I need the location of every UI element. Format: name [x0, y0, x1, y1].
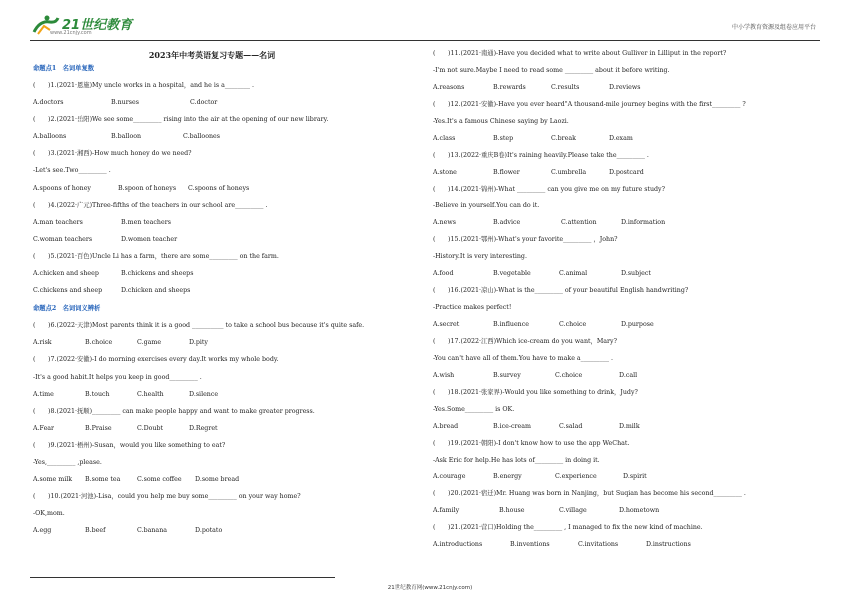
answer-option: C.some coffee	[137, 476, 182, 484]
answer-option: D.exam	[609, 134, 633, 142]
answer-option: B.survey	[493, 371, 521, 379]
left-column	[33, 50, 363, 544]
question-line: -Yes.Some_________ is OK.	[433, 405, 515, 413]
answer-option: B.Praise	[85, 424, 112, 432]
answer-option: A.wish	[433, 371, 455, 379]
question-line: -OK,mom.	[33, 510, 65, 518]
question-line: ( )9.(2021·梧州)-Susan，would you like something to eat?	[33, 441, 226, 449]
answer-option: D.instructions	[646, 541, 691, 549]
answer-option: C.game	[137, 339, 162, 347]
answer-option: D.information	[621, 219, 666, 227]
answer-options	[433, 270, 823, 287]
question-line: -You can't have all of them.You have to make a_________ .	[433, 354, 614, 362]
right-column	[433, 50, 823, 558]
answer-option: D.subject	[621, 270, 651, 278]
answer-option: D.silence	[189, 390, 219, 398]
answer-option: B.touch	[85, 390, 110, 398]
answer-options	[433, 219, 823, 236]
answer-option: D.potato	[195, 527, 223, 535]
answer-options	[33, 476, 363, 493]
question-line: ( )20.(2021·宿迁)Mr. Huang was born in Nanjing，but Suqian has become his second_________ .	[433, 490, 746, 498]
answer-option: B.step	[493, 134, 514, 142]
question-line: ( )16.(2021·凉山)-What is the_________ of your beautiful English handwriting?	[433, 287, 689, 295]
logo-text: 21世纪教育	[62, 17, 133, 33]
answer-option: C.salad	[559, 422, 583, 430]
answer-option: C.banana	[137, 527, 167, 535]
question-line: -Let's see.Two_________ .	[33, 167, 111, 175]
answer-option: B.advice	[493, 219, 521, 227]
question-line: ( )1.(2021·恩施)My uncle works in a hospital，and he is a________ .	[33, 82, 255, 89]
answer-option: D.call	[619, 371, 638, 379]
header-platform-text: 中小学教育资源及组卷应用平台	[731, 24, 816, 31]
question-line: ( )10.(2021·河池)-Lisa，could you help me buy some_________ on your way home?	[33, 493, 301, 501]
logo-url: www.21cnjy.com	[50, 30, 92, 36]
answer-option: C.village	[559, 507, 587, 515]
answer-option: C.balloones	[183, 133, 221, 141]
answer-option: D.some bread	[195, 476, 240, 484]
question-line: ( )8.(2021·抚顺)_________ can make people happy and want to make greater progress.	[33, 407, 315, 415]
answer-option: A.time	[33, 390, 54, 398]
answer-options	[433, 372, 823, 389]
answer-option: C.invitations	[578, 541, 619, 549]
answer-option: A.egg	[33, 527, 52, 535]
question-line: -Ask Eric for help.He has lots of_________ in doing it.	[433, 456, 600, 464]
question-line: ( )15.(2021·鄂州)-What's your favorite_________ ，John?	[433, 236, 618, 244]
answer-option: A.risk	[33, 339, 52, 347]
left-questions	[33, 64, 363, 544]
answer-option: C.attention	[561, 219, 597, 227]
answer-option: B.beef	[85, 527, 106, 535]
answer-option: D.spirit	[623, 473, 647, 481]
question-line: ( )6.(2022·天津)Most parents think it is a good __________ to take a school bus because it's quite safe.	[33, 322, 365, 330]
question-line: ( )13.(2022·重庆B卷)It's raining heavily.Please take the_________ .	[433, 151, 649, 159]
answer-options	[33, 425, 363, 442]
answer-options	[33, 339, 363, 356]
question-line: ( )12.(2021·安徽)-Have you ever heard"A thousand-mile journey begins with the first_________ ?	[433, 100, 746, 108]
answer-options	[433, 135, 823, 152]
answer-option: D.purpose	[621, 321, 654, 328]
question-line: -Practice makes perfect!	[433, 304, 512, 312]
question-line: -Yes,_________ ,please.	[33, 458, 102, 466]
answer-option: B.choice	[85, 339, 113, 347]
right-questions	[433, 50, 823, 558]
answer-options	[33, 133, 363, 150]
answer-option: B.some tea	[85, 476, 121, 484]
answer-option: A.secret	[433, 321, 460, 328]
answer-option: B.flower	[493, 168, 520, 176]
answer-options	[33, 219, 363, 236]
answer-option: C.doctor	[190, 99, 218, 107]
answer-options	[33, 391, 363, 408]
answer-options	[33, 287, 363, 304]
answer-option: C.chickens and sheep	[33, 287, 103, 295]
question-line: -It's a good habit.It helps you keep in good_________ .	[33, 373, 202, 381]
answer-option: A.courage	[433, 473, 466, 481]
question-line: ( )21.(2021·营口)Holding the_________ , I managed to fix the new kind of machine.	[433, 524, 703, 532]
answer-option: A.chicken and sheep	[33, 270, 99, 278]
answer-options	[433, 541, 823, 558]
answer-options	[433, 423, 823, 440]
question-line: ( )4.(2022·广元)Three-fifths of the teachers in our school are_________ .	[33, 201, 268, 209]
answer-options	[433, 321, 823, 338]
answer-option: D.chicken and sheeps	[121, 287, 191, 295]
answer-option: D.reviews	[609, 83, 641, 91]
answer-option: C.choice	[555, 371, 583, 379]
answer-option: C.choice	[559, 321, 587, 328]
answer-option: D.postcard	[609, 168, 644, 176]
section-heading: 命题点2 名词词义辨析	[33, 305, 101, 313]
answer-option: A.spoons of honey	[33, 184, 91, 192]
answer-option: D.hometown	[619, 507, 660, 515]
question-line: -Believe in yourself.You can do it.	[433, 202, 540, 210]
answer-options	[433, 473, 823, 490]
header-divider	[30, 40, 820, 41]
answer-option: B.vegetable	[493, 270, 531, 278]
answer-options	[433, 169, 823, 186]
answer-option: C.woman teachers	[33, 235, 93, 243]
question-line: ( )17.(2022·江西)Which ice-cream do you want，Mary?	[433, 337, 617, 345]
question-line: -History.It is very interesting.	[433, 253, 527, 261]
answer-option: C.animal	[559, 270, 588, 278]
answer-option: D.Regret	[189, 424, 218, 432]
answer-options	[33, 270, 363, 287]
answer-option: B.balloon	[111, 133, 142, 141]
section-heading: 命题点1 名词单复数	[33, 65, 95, 72]
answer-option: B.spoon of honeys	[118, 184, 177, 192]
answer-option: B.house	[499, 507, 525, 515]
question-line: ( )3.(2021·湘西)-How much honey do we need?	[33, 150, 192, 158]
answer-options	[33, 527, 363, 544]
answer-option: C.experience	[555, 473, 597, 481]
answer-option: D.milk	[619, 422, 640, 430]
question-line: ( )2.(2021·岳阳)We see some_________ rising into the air at the opening of our new library.	[33, 116, 329, 124]
answer-option: B.rewards	[493, 83, 526, 91]
answer-option: B.inventions	[510, 541, 550, 549]
question-line: ( )11.(2021·南通)-Have you decided what to write about Gulliver in Lilliput in the report?	[433, 50, 727, 57]
answer-option: D.women teacher	[121, 235, 178, 243]
question-line: -I'm not sure.Maybe I need to read some _________ about it before writing.	[433, 66, 670, 74]
answer-option: A.food	[433, 270, 454, 278]
answer-option: A.balloons	[33, 133, 67, 141]
question-line: ( )7.(2022·安徽)-I do morning exercises every day.It works my whole body.	[33, 356, 279, 364]
answer-option: A.Fear	[33, 424, 55, 432]
answer-option: A.introductions	[433, 541, 483, 549]
footer-divider	[30, 577, 335, 578]
answer-option: A.stone	[433, 168, 457, 176]
answer-options	[33, 99, 363, 116]
answer-option: D.pity	[189, 339, 208, 347]
answer-option: A.bread	[433, 422, 459, 430]
answer-option: A.doctors	[33, 99, 64, 107]
answer-options	[33, 236, 363, 253]
answer-options	[33, 185, 363, 202]
answer-option: A.news	[433, 219, 456, 227]
question-line: ( )14.(2021·锦州)-What _________ can you give me on my future study?	[433, 185, 665, 193]
answer-option: B.energy	[493, 473, 522, 481]
answer-option: C.spoons of honeys	[188, 184, 250, 192]
page-title: 2023年中考英语复习专题——名词	[148, 50, 276, 60]
answer-option: B.nurses	[111, 99, 139, 107]
answer-option: C.health	[137, 390, 164, 398]
question-line: ( )18.(2021·张家界)-Would you like something to drink，Judy?	[433, 388, 638, 396]
answer-option: B.men teachers	[121, 218, 171, 226]
answer-option: C.break	[551, 134, 576, 142]
answer-option: A.man teachers	[33, 218, 83, 226]
footer-text: 21世纪教育网(www.21cnjy.com)	[387, 585, 473, 591]
answer-option: A.class	[433, 134, 456, 142]
answer-option: B.chickens and sheeps	[121, 270, 194, 278]
answer-option: B.influence	[493, 321, 529, 328]
page-header	[0, 0, 860, 40]
answer-option: C.umbrella	[551, 168, 587, 176]
answer-option: A.reasons	[433, 83, 465, 91]
answer-options	[433, 507, 823, 524]
answer-option: A.some milk	[33, 476, 73, 484]
answer-option: C.results	[551, 83, 580, 91]
question-line: -Yes.It's a famous Chinese saying by Laozi.	[433, 117, 569, 125]
answer-options	[433, 84, 823, 101]
answer-option: B.ice-cream	[493, 422, 532, 430]
answer-option: C.Doubt	[137, 424, 164, 432]
question-line: ( )19.(2021·朝阳)-I don't know how to use the app WeChat.	[433, 439, 630, 447]
question-line: ( )5.(2021·百色)Uncle Li has a farm，there are some_________ on the farm.	[33, 252, 279, 260]
answer-option: A.family	[433, 507, 460, 515]
